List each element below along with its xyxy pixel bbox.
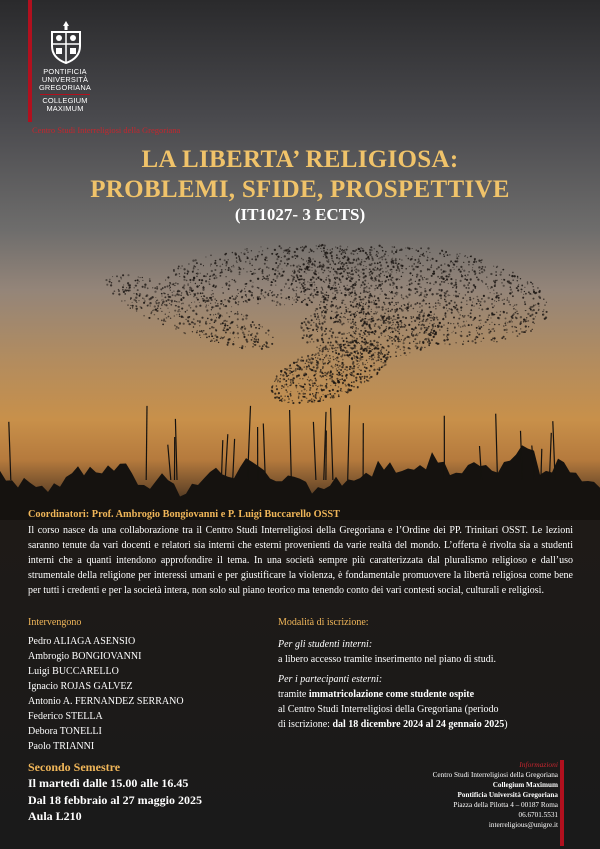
course-description: Il corso nasce da una collaborazione tra il Centro Studi Interreligiosi della Gregoriana e l’Ordine dei PP. Trinitari OSST. Le lezioni saranno tenute da vari docenti e relatori sia interni che esterni provenienti da varie realtà del mondo. L’offerta è rivolta sia a studenti interni che a quanti intendono approfondire il tema. In una società sempre più caratterizzata dal pluralismo religioso e dall’uso strumentale della religione per interessi umani e per giustificare la violenza, è fondamentale promuovere la libertà religiosa come bene per tutti i credenti e per la società intera, non solo sul piano teorico ma tenendo conto dei vari contesti social, culturali e religiosi.: [28, 525, 573, 596]
schedule-time: Il martedì dalle 15.00 alle 16.45: [28, 776, 189, 790]
external-line-3: [278, 717, 508, 732]
title-line-1: LA LIBERTA’ RELIGIOSA:: [141, 146, 459, 173]
internal-students-label: Per gli studenti interni:: [278, 639, 373, 650]
speaker-name: Pedro ALIAGA ASENSIO: [28, 636, 136, 647]
speaker-name: Ambrogio BONGIOVANNI: [28, 651, 142, 662]
info-red-bar: [560, 760, 564, 846]
centro-studi-label: Centro Studi Interreligiosi della Gregoriana: [32, 125, 181, 135]
info-line: Piazza della Pilotta 4 – 00187 Roma: [453, 801, 558, 809]
contact-email[interactable]: interreligious@unigre.it: [488, 821, 558, 829]
logo-line: COLLEGIUM: [42, 96, 88, 105]
registration-dates: dal 18 dicembre 2024 al 24 gennaio 2025: [332, 719, 505, 730]
logo-divider: [40, 94, 90, 95]
contact-info: [433, 760, 558, 830]
schedule-room: Aula L210: [28, 809, 82, 823]
university-crest-icon: [48, 20, 84, 64]
info-line: 06.6701.5531: [518, 811, 558, 819]
external-participants-label: Per i partecipanti esterni:: [278, 674, 383, 685]
schedule-details: [28, 775, 202, 825]
info-line: Pontificia Università Gregoriana: [457, 791, 558, 799]
enrollment-heading: Modalità di iscrizione:: [278, 617, 369, 628]
semester-label: Secondo Semestre: [28, 760, 121, 774]
title-line-2: PROBLEMI, SFIDE, PROSPETTIVE: [90, 176, 510, 203]
external-line3-post: ): [504, 719, 508, 730]
external-line3-pre: di iscrizione:: [278, 719, 333, 730]
info-line: Centro Studi Interreligiosi della Gregoriana: [432, 771, 558, 779]
speaker-name: Luigi BUCCARELLO: [28, 666, 119, 677]
logo-line: GREGORIANA: [38, 83, 92, 92]
external-pre: tramite: [278, 689, 309, 700]
speakers-list: [28, 634, 184, 754]
schedule-dates: Dal 18 febbraio al 27 maggio 2025: [28, 792, 202, 807]
logo-line: PONTIFICIA: [43, 67, 87, 76]
speaker-name: Antonio A. FERNANDEZ SERRANO: [28, 696, 184, 707]
speaker-name: Paolo TRIANNI: [28, 741, 95, 752]
external-line-2: al Centro Studi Interreligiosi della Gregoriana (periodo: [278, 704, 499, 715]
university-logo-text: [34, 68, 96, 113]
enrollment-external: [278, 672, 508, 732]
speaker-name: Debora TONELLI: [28, 726, 102, 737]
enrollment-internal: [278, 637, 496, 667]
treeline-silhouette: [0, 405, 600, 520]
course-code: (IT1027- 3 ECTS): [234, 205, 366, 224]
starling-flock: [105, 244, 547, 404]
speaker-name: Federico STELLA: [28, 711, 103, 722]
external-line-1: [278, 687, 508, 702]
logo-red-bar: [28, 0, 32, 122]
logo-line: MAXIMUM: [46, 104, 84, 113]
internal-students-text: a libero accesso tramite inserimento nel piano di studi.: [278, 654, 496, 665]
speakers-heading: Intervengono: [28, 617, 82, 628]
guest-student-registration: immatricolazione come studente ospite: [308, 689, 475, 700]
info-line: Collegium Maximum: [492, 781, 558, 789]
info-heading: Informazioni: [519, 760, 558, 769]
logo-line: UNIVERSITÀ: [41, 75, 89, 84]
speaker-name: Ignacio ROJAS GALVEZ: [28, 681, 133, 692]
coordinators: Coordinatori: Prof. Ambrogio Bongiovanni e P. Luigi Buccarello OSST: [28, 509, 340, 520]
